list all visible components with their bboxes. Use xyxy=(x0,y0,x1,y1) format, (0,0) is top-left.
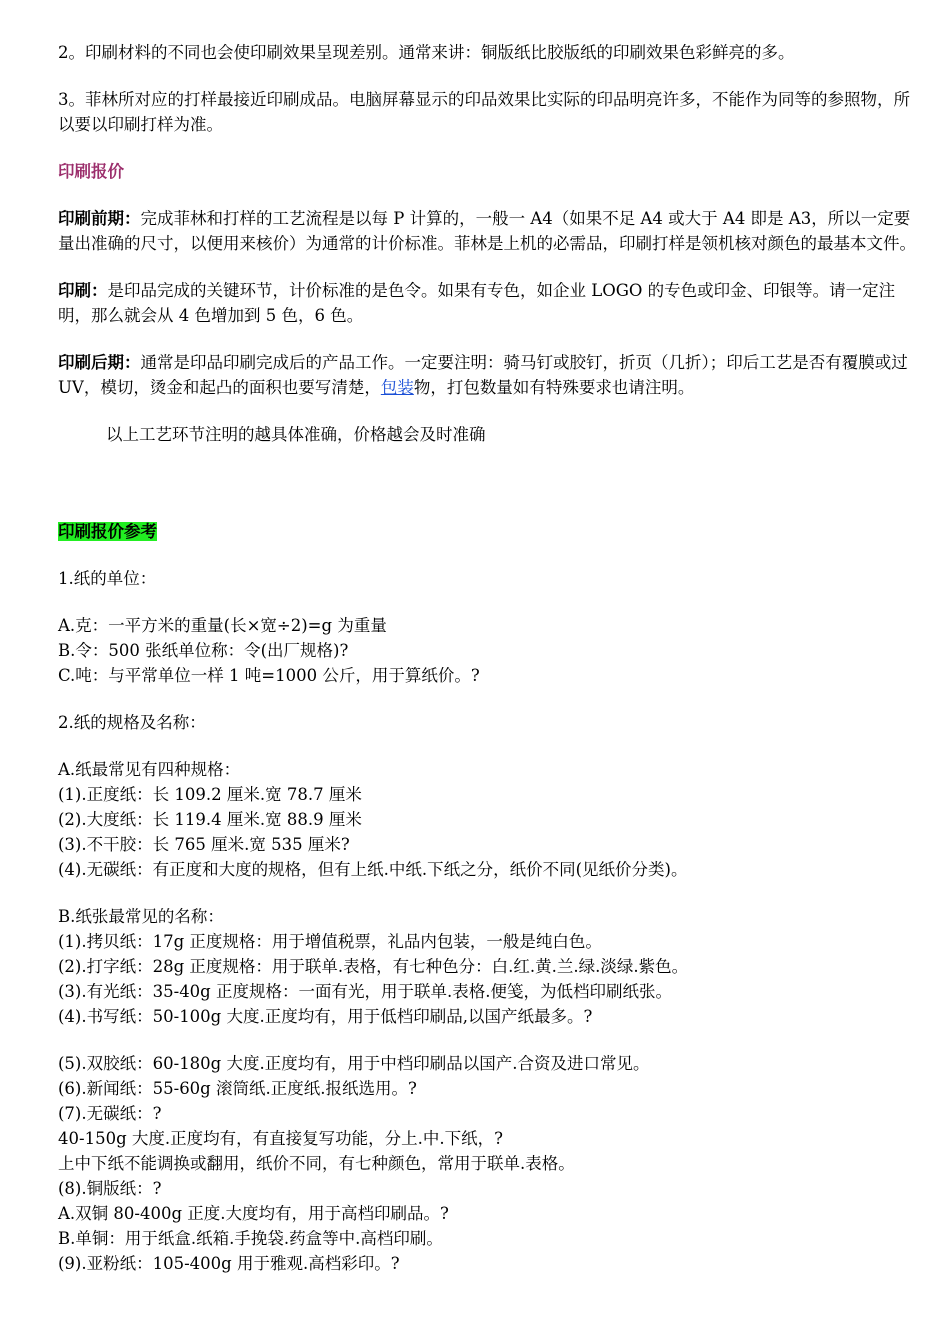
section-heading-quote: 印刷报价 xyxy=(58,162,124,181)
list-item: B.单铜：用于纸盒.纸箱.手挽袋.药盒等中.高档印刷。 xyxy=(58,1229,443,1248)
packaging-link[interactable]: 包装 xyxy=(380,378,414,397)
list-item: B.纸张最常见的名称： xyxy=(58,907,224,926)
list-item: A.纸最常见有四种规格： xyxy=(58,760,241,779)
paper-spec-title: 2.纸的规格及名称： xyxy=(58,713,206,732)
list-item: (8).铜版纸：? xyxy=(58,1179,162,1198)
paragraph-pre-press xyxy=(58,206,918,256)
list-item: (2).打字纸：28g 正度规格：用于联单.表格，有七种色分：白.红.黄.兰.绿.淡绿.紫色。 xyxy=(58,957,689,976)
list-item: (2).大度纸：长 119.4 厘米.宽 88.9 厘米 xyxy=(58,810,362,829)
paragraph-summary: 以上工艺环节注明的越具体准确，价格越会及时准确 xyxy=(106,425,486,444)
list-item: (7).无碳纸：? xyxy=(58,1104,162,1123)
printing-text: 是印品完成的关键环节，计价标准的是色令。如果有专色，如企业 LOGO 的专色或印金、印银等。请一定注明，那么就会从 4 色增加到 5 色，6 色。 xyxy=(58,281,896,325)
list-item: (1).拷贝纸：17g 正度规格：用于增值税票，礼品内包装，一般是纯白色。 xyxy=(58,932,602,951)
paragraph-proof-reference: 3。菲林所对应的打样最接近印刷成品。电脑屏幕显示的印品效果比实际的印品明亮许多，不能作为同等的参照物，所以要以印刷打样为准。 xyxy=(58,90,910,134)
post-press-text-before: 通常是印品印刷完成后的产品工作。一定要注明：骑马钉或胶钉，折页（几折）；印后工艺是否有覆膜或过 UV，模切，烫金和起凸的面积也要写清楚， xyxy=(58,353,908,397)
list-item: (3).不干胶：长 765 厘米.宽 535 厘米? xyxy=(58,835,350,854)
list-item: (9).亚粉纸：105-400g 用于雅观.高档彩印。? xyxy=(58,1254,400,1273)
paper-unit-list xyxy=(58,613,918,688)
list-item: (4).无碳纸：有正度和大度的规格，但有上纸.中纸.下纸之分，纸价不同(见纸价分类)。 xyxy=(58,860,688,879)
printing-label: 印刷： xyxy=(58,281,108,300)
list-item: (4).书写纸：50-100g 大度.正度均有，用于低档印刷品,以国产纸最多。? xyxy=(58,1007,593,1026)
paper-names-list-continued xyxy=(58,1051,918,1276)
list-item: (3).有光纸：35-40g 正度规格：一面有光，用于联单.表格.便笺，为低档印刷纸张。 xyxy=(58,982,672,1001)
paragraph-printing xyxy=(58,278,918,328)
list-item: C.吨：与平常单位一样 1 吨=1000 公斤，用于算纸价。? xyxy=(58,666,480,685)
list-item: A.双铜 80-400g 正度.大度均有，用于高档印刷品。? xyxy=(58,1204,449,1223)
post-press-label: 印刷后期： xyxy=(58,353,141,372)
section-heading-reference: 印刷报价参考 xyxy=(58,522,157,541)
list-item: 40-150g 大度.正度均有，有直接复写功能，分上.中.下纸，? xyxy=(58,1129,503,1148)
document-page xyxy=(58,40,918,1276)
list-item: 上中下纸不能调换或翻用，纸价不同，有七种颜色，常用于联单.表格。 xyxy=(58,1154,575,1173)
pre-press-text: 完成菲林和打样的工艺流程是以每 P 计算的，一般一 A4（如果不足 A4 或大于 A4 即是 A3，所以一定要量出准确的尺寸，以便用来核价）为通常的计价标准。菲林是上机的必需品，印刷打样是领机核对颜色的最基本文件。 xyxy=(58,209,916,253)
paragraph-material-difference: 2。印刷材料的不同也会使印刷效果呈现差别。通常来讲：铜版纸比胶版纸的印刷效果色彩鲜亮的多。 xyxy=(58,43,795,62)
paper-spec-list xyxy=(58,757,918,882)
paragraph-post-press xyxy=(58,350,918,400)
paper-names-list xyxy=(58,904,918,1029)
section-heading-reference-wrap xyxy=(58,519,918,544)
post-press-text-after: 物，打包数量如有特殊要求也请注明。 xyxy=(413,378,695,397)
list-item: (1).正度纸：长 109.2 厘米.宽 78.7 厘米 xyxy=(58,785,362,804)
pre-press-label: 印刷前期： xyxy=(58,209,141,228)
list-item: (6).新闻纸：55-60g 滚筒纸.正度纸.报纸选用。? xyxy=(58,1079,417,1098)
list-item: B.令：500 张纸单位称：令(出厂规格)? xyxy=(58,641,349,660)
list-item: (5).双胶纸：60-180g 大度.正度均有，用于中档印刷品以国产.合资及进口常见。 xyxy=(58,1054,650,1073)
paper-unit-title: 1.纸的单位： xyxy=(58,569,157,588)
list-item: A.克：一平方米的重量(长×宽÷2)=g 为重量 xyxy=(58,616,387,635)
